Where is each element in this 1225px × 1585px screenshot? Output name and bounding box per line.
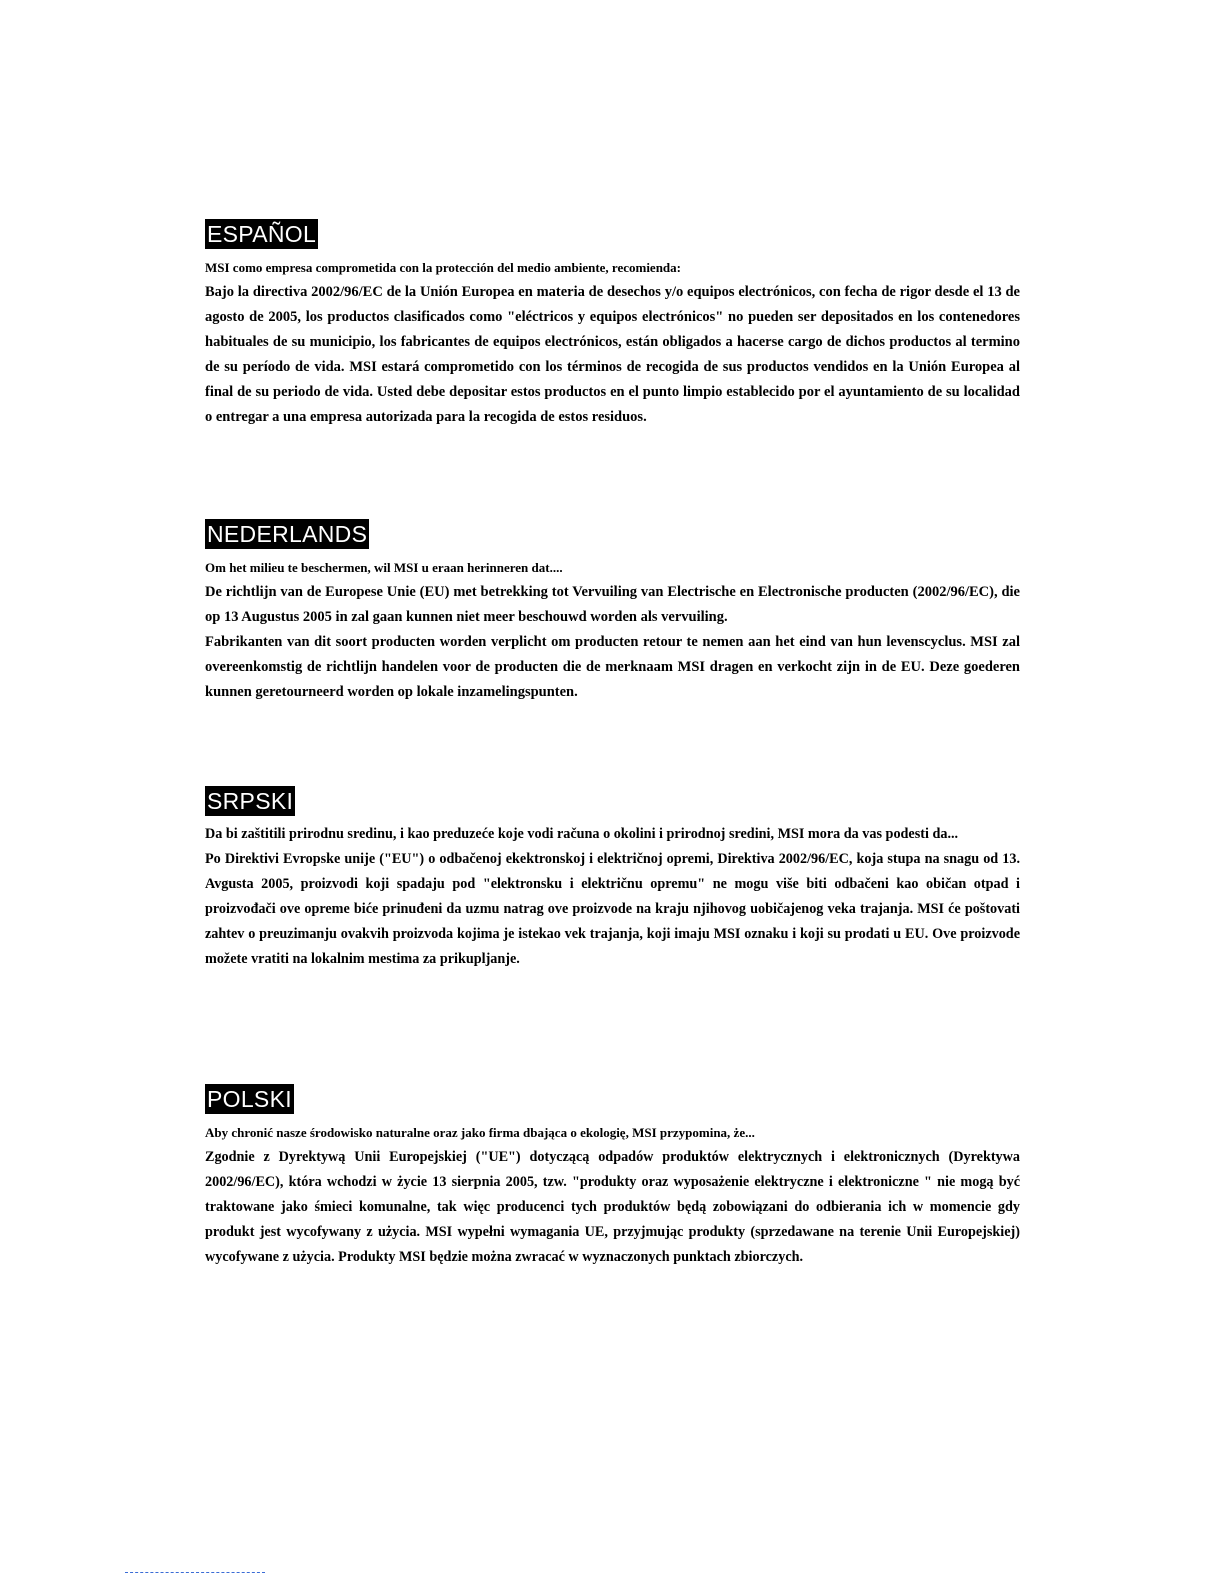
- section-srpski: [205, 786, 1020, 972]
- paragraph-body: Fabrikanten van dit soort producten worden verplicht om producten retour te nemen aan het eind van hun levenscyclus. MSI zal overeenkomstig de richtlijn handelen voor de producten die de merknaam MSI dragen en verkocht zijn in de EU. Deze goederen kunnen geretourneerd worden op lokale inzamelingspunten.: [205, 634, 1020, 700]
- paragraph-body: De richtlijn van de Europese Unie (EU) met betrekking tot Vervuiling van Electrische en Electronische producten (2002/96/EC), die op 13 Augustus 2005 in zal gaan kunnen niet meer beschouwd worden als vervuiling.: [205, 584, 1020, 625]
- paragraph-intro: MSI como empresa comprometida con la protección del medio ambiente, recomienda:: [205, 260, 681, 275]
- section-heading-nederlands: NEDERLANDS: [207, 521, 368, 547]
- paragraph-body: Zgodnie z Dyrektywą Unii Europejskiej ("UE") dotyczącą odpadów produktów elektrycznych i elektronicznych (Dyrektywa 2002/96/EC), która wchodzi w życie 13 sierpnia 2005, tzw. "produkty oraz wyposażenie elektryczne i elektroniczne " nie mogą być traktowane jako śmieci komunalne, tak więc producenci tych produktów będą zobowiązani do odbierania ich w momencie gdy produkt jest wycofywany z użycia. MSI wypełni wymagania UE, przyjmując produkty (sprzedawane na terenie Unii Europejskiej) wycofywane z użycia. Produkty MSI będzie można zwracać w wyznaczonych punktach zbiorczych.: [205, 1149, 1020, 1265]
- section-heading-srpski: SRPSKI: [207, 788, 294, 814]
- paragraph-body: Po Direktivi Evropske unije ("EU") o odbačenoj ekektronskoj i električnoj opremi, Direktiva 2002/96/EC, koja stupa na snagu od 13. Avgusta 2005, proizvodi koji spadaju pod "elektronsku i električnu opremu" ne mogu više biti odbačeni kao običan otpad i proizvođači ove opreme biće prinuđeni da uzmu natrag ove proizvode na kraju njihovog uobičajenog veka trajanja. MSI će poštovati zahtev o preuzimanju ovakvih proizvoda kojima je istekao vek trajanja, koji imaju MSI oznaku i koji su prodati u EU. Ove proizvode možete vratiti na lokalnim mestima za prikupljanje.: [205, 851, 1020, 967]
- section-heading-espanol: ESPAÑOL: [207, 221, 317, 247]
- section-heading-polski: POLSKI: [207, 1086, 292, 1112]
- paragraph-intro: Da bi zaštitili prirodnu sredinu, i kao preduzeće koje vodi računa o okolini i prirodnoj sredini, MSI mora da vas podesti da...: [205, 826, 959, 842]
- paragraph-intro: Om het milieu te beschermen, wil MSI u eraan herinneren dat....: [205, 560, 563, 575]
- section-nederlands: [205, 519, 1020, 705]
- section-polski: [205, 1084, 1020, 1270]
- paragraph-body: Bajo la directiva 2002/96/EC de la Unión Europea en materia de desechos y/o equipos electrónicos, con fecha de rigor desde el 13 de agosto de 2005, los productos clasificados como "eléctricos y equipos electrónicos" no pueden ser depositados en los contenedores habituales de su municipio, los fabricantes de equipos electrónicos, están obligados a hacerse cargo de dichos productos al termino de su período de vida. MSI estará comprometido con los términos de recogida de sus productos vendidos en la Unión Europea al final de su periodo de vida. Usted debe depositar estos productos en el punto limpio establecido por el ayuntamiento de su localidad o entregar a una empresa autorizada para la recogida de estos residuos.: [205, 284, 1020, 425]
- section-espanol: [205, 219, 1020, 430]
- footnote-divider: [125, 1572, 265, 1573]
- paragraph-intro: Aby chronić nasze środowisko naturalne oraz jako firma dbająca o ekologię, MSI przypomina, że...: [205, 1125, 755, 1140]
